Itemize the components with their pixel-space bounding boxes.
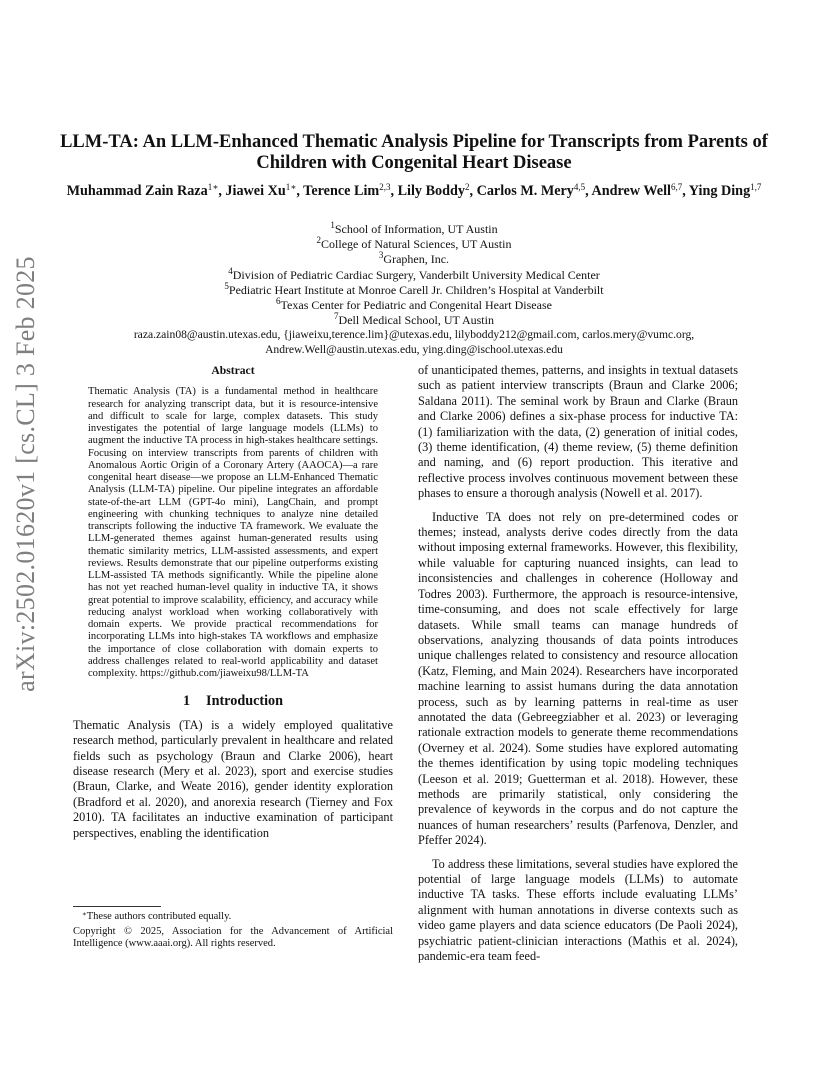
paper-title: LLM-TA: An LLM-Enhanced Thematic Analysis Pipeline for Transcripts from Parents of Children with Congenital Heart Disease bbox=[60, 132, 768, 173]
right-column bbox=[418, 363, 738, 964]
author: Andrew Well$^{6,7}$ bbox=[591, 182, 683, 199]
arxiv-stamp-text: arXiv:2502.01620v1 [cs.CL] 3 Feb 2025 bbox=[11, 256, 41, 692]
author: Ying Ding$^{1,7}$ bbox=[688, 182, 762, 199]
affiliation: $^5$Pediatric Heart Institute at Monroe Carell Jr. Children’s Hospital at Vanderbilt bbox=[224, 280, 604, 297]
affiliation-list bbox=[60, 222, 768, 328]
intro-paragraph-1: Thematic Analysis (TA) is a widely employed qualitative research method, particularly prevalent in healthcare and related fields such as psychology (Braun and Clarke 2006), heart disease research (Mery et al. 2023), sport and exercise studies (Braun, Clarke, and Weate 2016), gender identity exploration (Bradford et al. 2020), and anorexia research (Tierney and Fox 2010). TA facilitates an inductive examination of participant perspectives, enabling the identification bbox=[73, 717, 393, 840]
email-line: Andrew.Well@austin.utexas.edu, ying.ding@ischool.utexas.edu bbox=[265, 343, 563, 357]
affiliation: $^7$Dell Medical School, UT Austin bbox=[334, 311, 494, 328]
author: Terence Lim$^{2,3}$ bbox=[303, 182, 391, 199]
footnote-rule bbox=[73, 906, 161, 907]
author-list: Muhammad Zain Raza$^{1∗}$, Jiawei $Xu^{1∗}$, Terence Lim$^{2,3}$, Lily Boddy$^2$, Carlos M. Mery$^{4,5}$, Andrew Well$^{6,7}$, Ying Ding$^{1,7}$ bbox=[66, 182, 762, 199]
affiliation: $^6$Texas Center for Pediatric and Congenital Heart Disease bbox=[276, 296, 552, 313]
email-list bbox=[60, 327, 768, 357]
copyright-notice: Copyright © 2025, Association for the Advancement of Artificial Intelligence (www.aaai.org). All rights reserved. bbox=[73, 925, 393, 950]
arxiv-stamp bbox=[6, 256, 46, 692]
abstract-heading: Abstract bbox=[211, 364, 255, 377]
affiliation: $^1$School of Information, UT Austin bbox=[330, 220, 498, 236]
author: Carlos M. Mery$^{4,5}$ bbox=[476, 182, 586, 199]
author: Muhammad Zain Raza$^{1∗}$ bbox=[66, 182, 219, 199]
abstract-text: Thematic Analysis (TA) is a fundamental method in healthcare research for analyzing transcript data, but it is resource-intensive and difficult to scale for large, complex datasets. This study investigates the potential of large language models (LLMs) to augment the inductive TA process in high-stakes healthcare settings. Focusing on interview transcripts from parents of children with Anomalous Aortic Origin of a Coronary Artery (AAOCA)—a rare congenital heart disease—we propose an LLM-Enhanced Thematic Analysis (LLM-TA) pipeline. Our pipeline integrates an affordable state-of-the-art LLM (GPT-4o mini), LangChain, and prompt engineering with chunking techniques to analyze nine detailed transcripts following the inductive TA framework. We evaluate the LLM-generated themes against human-generated results using thematic similarity metrics, LLM-assisted assessments, and expert reviews. Results demonstrate that our pipeline outperforms existing LLM-assisted TA methods significantly. While the pipeline alone has not yet reached human-level quality in inductive TA, it shows great potential to improve scalability, efficiency, and accuracy while reducing analyst workload when working collaboratively with domain experts. We provide practical recommendations for incorporating LLMs into high-stakes TA workflows and emphasize the importance of close collaboration with domain experts to address challenges related to real-world applicability and dataset complexity. https://github.com/jiaweixu98/LLM-TA bbox=[88, 386, 378, 680]
section-number: 1 bbox=[182, 693, 191, 710]
section-title: Introduction bbox=[206, 693, 284, 710]
author: Lily Boddy$^2$ bbox=[397, 182, 470, 199]
intro-paragraph-1-continued: of unanticipated themes, patterns, and insights in textual datasets such as patient interview transcripts (Braun and Clarke 2006; Saldana 2011). The seminal work by Braun and Clarke (Braun and Clarke 2006) defines a six-phase process for inductive TA: (1) familiarization with the data, (2) generation of initial codes, (3) theme identification, (4) theme review, (5) theme definition and naming, and (6) report production. This iterative and reflective process involves continuous movement between these phases to ensure a thorough analysis (Nowell et al. 2017). bbox=[418, 363, 738, 501]
affiliation: $^4$Division of Pediatric Cardiac Surgery, Vanderbilt University Medical Center bbox=[228, 265, 600, 282]
footnote-area bbox=[73, 906, 393, 951]
email-line: raza.zain08@austin.utexas.edu, {jiaweixu,terence.lim}@utexas.edu, lilyboddy212@gmail.com, carlos.mery@vumc.org, bbox=[133, 328, 695, 341]
footnote-equal-contribution: ∗These authors contributed equally. bbox=[82, 910, 232, 922]
section-heading-introduction bbox=[73, 694, 393, 709]
intro-paragraph-3: To address these limitations, several studies have explored the potential of large language models (LLMs) to automate inductive TA tasks. These efforts include evaluating LLMs’ alignment with human annotations in diverse contexts such as video game players and data science educators (De Paoli 2024), psychiatric patient-clinician interactions (Mathis et al. 2024), pandemic-era team feed- bbox=[418, 856, 738, 964]
affiliation: $^3$Graphen, Inc. bbox=[378, 250, 450, 267]
affiliation: $^2$College of Natural Sciences, UT Austin bbox=[316, 235, 512, 252]
left-column bbox=[73, 363, 393, 841]
intro-paragraph-2: Inductive TA does not rely on pre-determined codes or themes; instead, analysts derive codes directly from the data without imposing external frameworks. However, this flexibility, while valuable for capturing nuanced insights, can lead to inconsistencies and challenges in coherence (Holloway and Todres 2003). Furthermore, the approach is resource-intensive, time-consuming, and does not scale effectively for large datasets. While small teams can manage hundreds of observations, analyzing thousands of data points introduces unique challenges related to consistency and resource allocation (Katz, Fleming, and Main 2024). Researchers have incorporated machine learning to assist humans during the data annotation process, such as by learning patterns in real-time as user annotated the data (Gebreegziabher et al. 2023) or leveraging rationale extraction models to generate theme recommendations (Overney et al. 2024). Some studies have explored automating the themes identification by using topic modeling techniques (Leeson et al. 2019; Guetterman et al. 2018). However, these methods are primarily statistical, only considering the prevalence of keywords in the corpus and do not capture the nuances of human researchers’ results (Parfenova, Denzler, and Pfeffer 2024). bbox=[418, 509, 738, 848]
author: Jiawei $Xu^{1∗}$ bbox=[225, 182, 297, 199]
